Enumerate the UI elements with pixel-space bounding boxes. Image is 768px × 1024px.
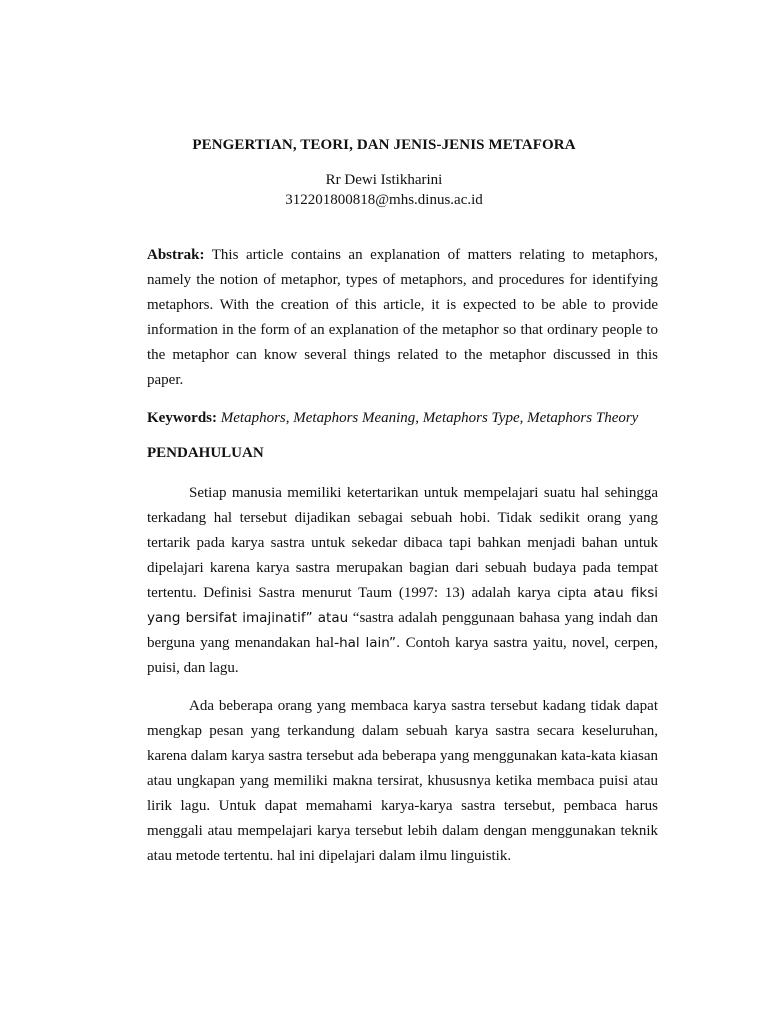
paragraph-2: Ada beberapa orang yang membaca karya sastra tersebut kadang tidak dapat mengkap pesan yang terkandung dalam sebuah karya sastra secara keseluruhan, karena dalam karya sastra tersebut ada beberapa yang menggunakan kata-kata kiasan atau ungkapan yang memiliki makna tersirat, khususnya ketika membaca puisi atau lirik lagu. Untuk dapat memahami karya-karya sastra tersebut, pembaca harus menggali atau mempelajari karya tersebut lebih dalam dengan menggunakan teknik atau metode tertentu. hal ini dipelajari dalam ilmu linguistik. <box>147 698 658 864</box>
abstract-label: Abstrak: <box>147 247 205 263</box>
keywords <box>147 406 658 431</box>
paragraph-1 <box>147 481 658 681</box>
author-name: Rr Dewi Istikharini <box>325 172 443 188</box>
paragraph-1-quote-1: atau fiksi yang bersifat imajinatif” atau <box>147 585 659 626</box>
keywords-label: Keywords: <box>147 410 217 426</box>
abstract <box>147 243 658 393</box>
author-email: 312201800818@mhs.dinus.ac.id <box>285 192 483 208</box>
keywords-text: Metaphors, Metaphors Meaning, Metaphors Type, Metaphors Theory <box>220 410 639 426</box>
section-heading: PENDAHULUAN <box>147 445 264 461</box>
abstract-text: This article contains an explanation of matters relating to metaphors, namely the notion of metaphor, types of metaphors, and procedures for identifying metaphors. With the creation of this article, it is expected to be able to provide information in the form of an explanation of the metaphor so that ordinary people to the metaphor can know several things related to the metaphor discussed in this paper. <box>147 247 658 388</box>
paragraph-1-part-3: Contoh karya sastra yaitu, novel, cerpen, puisi, dan lagu. <box>147 635 658 676</box>
paragraph-1-part-1: Setiap manusia memiliki ketertarikan untuk mempelajari suatu hal sehingga terkadang hal tersebut dijadikan sebagai sebuah hobi. Tidak sedikit orang yang tertarik pada karya sastra untuk sekedar dibaca tapi bahkan menjadi bahan untuk dipelajari karena karya sastra merupakan bagian dari sebuah budaya pada tempat tertentu. Definisi Sastra menurut Taum (1997: 13) adalah karya cipta <box>147 485 658 601</box>
paragraph-1-part-2: “sastra adalah penggunaan bahasa yang indah dan berguna yang menandakan hal- <box>147 610 658 651</box>
paper-title: PENGERTIAN, TEORI, DAN JENIS-JENIS METAFORA <box>192 137 576 153</box>
paragraph-1-quote-2: hal lain”. <box>339 635 401 651</box>
